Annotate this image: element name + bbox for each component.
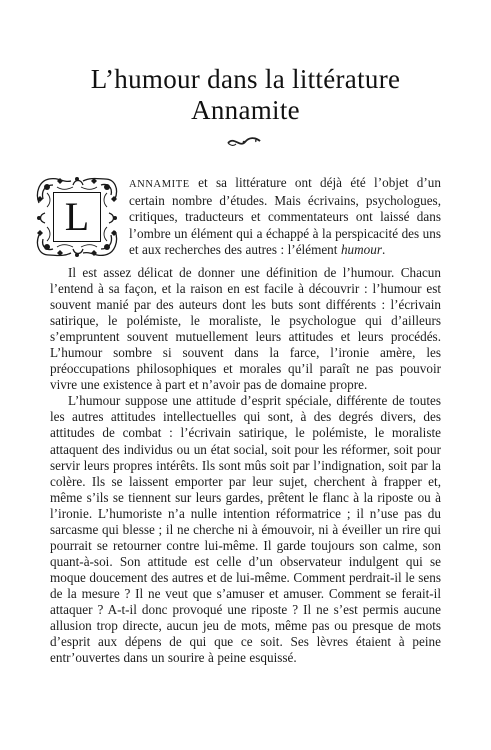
paragraph-2: Il est assez délicat de donner une définition de l’humour. Chacun l’entend à sa façon, et la raison en est facile à découvrir : l’humour est souvent manié par des auteurs dont les buts sont différents : l’écrivain satirique, le polémiste, le moraliste, le psychologue qui d’ailleurs s’empruntent souvent mutuellement leurs attitudes et leurs procédés. L’humour sombre si souvent dans la farce, l’ironie amère, les préoccupations philosophiques et morales qu’il paraît ne pas pouvoir vivre une existence à part et n’avoir pas de domaine propre. [50, 265, 441, 393]
drop-cap-ornament [33, 173, 121, 261]
article-title-line-2: Annamite [191, 95, 300, 125]
intro-smallcaps: ANNAMITE [129, 179, 190, 190]
paragraph-3: L’humour suppose une attitude d’esprit spéciale, différente de toutes les autres attitudes intellectuelles qui sont, à des degrés divers, des attitudes de combat : l’écrivain satirique, le polémiste, le moraliste attaquent des individus ou un état social, soit pour les réformer, soit pour servir leurs propres intérêts. Ils sont mûs soit par l’indignation, soit par la colère. Ils se laissent emporter par leur sujet, cherchent à frapper et, même s’ils se tiennent sur leurs gardes, prêtent le flanc à la riposte ou à l’ironie. L’humoriste n’a nulle intention réformatrice ; il n’use pas du sarcasme qui blesse ; il ne cherche ni à émouvoir, ni à éveiller un rire qui pourrait se retourner contre lui-même. Il garde toujours son calme, son quant-à-soi. Son attitude est celle d’un observateur indulgent qui se moque doucement des autres et de lui-même. Comment perdrait-il le sens de la mesure ? Il ne veut que s’amuser et amuser. Comment se ferait-il attaquer ? A-t-il donc provoqué une riposte ? Il ne s’est permis aucune allusion trop directe, aucun jeu de mots, même pas ou presque de mots d’esprit aux dépens de qui que ce soit. Ses lèvres étaient à peine entr’ouvertes dans un sourire à peine esquissé. [50, 393, 441, 666]
intro-paragraph [129, 175, 441, 258]
article-title-line-1: L’humour dans la littérature [90, 64, 401, 94]
intro-end: . [381, 241, 386, 257]
intro-italic-word: humour [340, 241, 382, 257]
drop-cap-letter: L [53, 192, 101, 242]
intro-text: et sa littérature ont déjà été l’objet d’un certain nombre d’études. Mais écrivains, psychologues, critiques, traducteurs et commentateurs ont laissé dans l’ombre un élément qui a échappé à la perspicacité des uns et aux recherches des autres : l’élément [129, 175, 441, 257]
article-body [50, 265, 441, 666]
fleuron-ornament-icon [224, 134, 264, 150]
